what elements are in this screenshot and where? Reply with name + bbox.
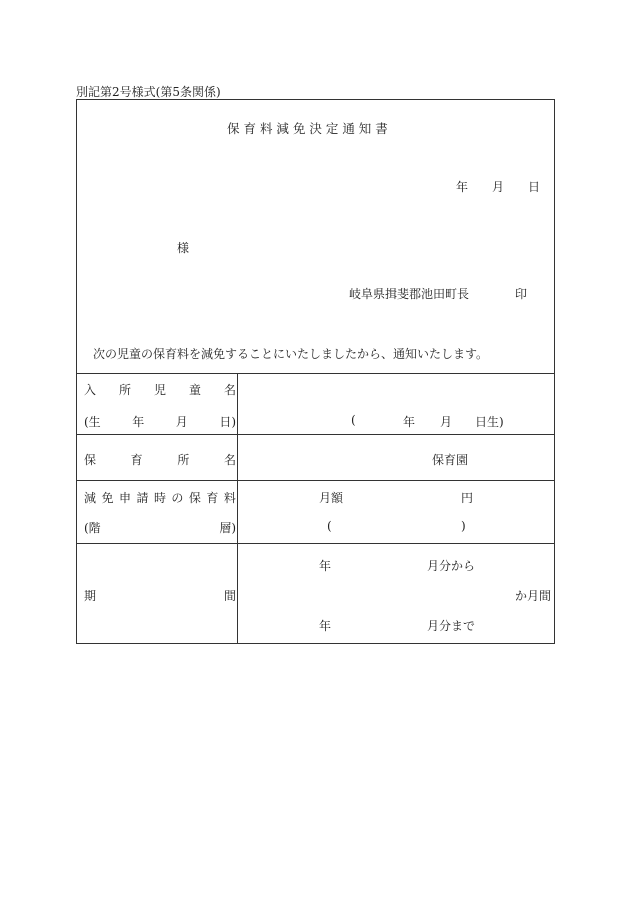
row-divider-3 <box>77 543 554 544</box>
birth-month-label: 月 <box>440 415 453 429</box>
label-char: 入 <box>84 383 97 397</box>
column-divider <box>237 373 238 643</box>
period-label <box>84 587 236 604</box>
label-char: 名 <box>223 453 236 467</box>
label-char: 児 <box>153 383 166 397</box>
label-char: 保 <box>84 453 97 467</box>
label-char: 月 <box>175 415 188 429</box>
period-to-month: 月分まで <box>427 619 476 633</box>
label-char: 所 <box>177 453 190 467</box>
notice-body-text: 次の児童の保育料を減免することにいたしましたから、通知いたします。 <box>93 347 489 361</box>
label-char: 期 <box>84 589 97 603</box>
seal-mark: 印 <box>515 287 528 301</box>
label-char: の <box>171 491 184 505</box>
row-divider-1 <box>77 434 554 435</box>
period-to-year: 年 <box>319 619 332 633</box>
label-char: 保 <box>188 491 201 505</box>
label-char: 請 <box>136 491 149 505</box>
fee-label <box>84 489 236 506</box>
birthdate-label <box>84 413 236 430</box>
child-name-label <box>84 381 236 398</box>
row-divider-2 <box>77 480 554 481</box>
document-title: 保 育 料 減 免 決 定 通 知 書 <box>227 121 388 136</box>
label-char: 育 <box>130 453 143 467</box>
tier-label <box>84 519 236 536</box>
period-from-year: 年 <box>319 559 332 573</box>
date-day-label: 日 <box>528 180 541 194</box>
table-top-border <box>77 373 554 374</box>
label-char: 減 <box>84 491 97 505</box>
label-char: 年 <box>132 415 145 429</box>
label-char: 所 <box>118 383 131 397</box>
period-months: か月間 <box>515 589 552 603</box>
label-char: 申 <box>118 491 131 505</box>
monthly-amount-label: 月額 <box>319 491 344 505</box>
date-month-label: 月 <box>492 180 505 194</box>
label-char: 時 <box>153 491 166 505</box>
birth-open-paren: ( <box>351 413 356 427</box>
form-caption: 別記第2号様式(第5条関係) <box>76 85 221 99</box>
reduction-notice-form <box>76 99 555 644</box>
label-char: 免 <box>101 491 114 505</box>
label-char: 日) <box>219 415 236 429</box>
nursery-suffix: 保育園 <box>432 453 469 467</box>
label-char: 童 <box>188 383 201 397</box>
tier-close-paren: ) <box>461 519 466 533</box>
birth-year-label: 年 <box>403 415 416 429</box>
tier-open-paren: ( <box>327 519 332 533</box>
label-char: 層) <box>219 521 236 535</box>
date-year-label: 年 <box>456 180 469 194</box>
addressee-suffix: 様 <box>177 241 190 255</box>
label-char: (階 <box>84 521 101 535</box>
period-from-month: 月分から <box>427 559 476 573</box>
label-char: (生 <box>84 415 101 429</box>
label-char: 育 <box>206 491 219 505</box>
nursery-name-label <box>84 451 236 468</box>
yen-label: 円 <box>461 491 474 505</box>
birth-day-label: 日生) <box>475 415 504 429</box>
label-char: 間 <box>223 589 236 603</box>
issuer-name: 岐阜県揖斐郡池田町長 <box>349 287 470 301</box>
label-char: 料 <box>223 491 236 505</box>
label-char: 名 <box>223 383 236 397</box>
